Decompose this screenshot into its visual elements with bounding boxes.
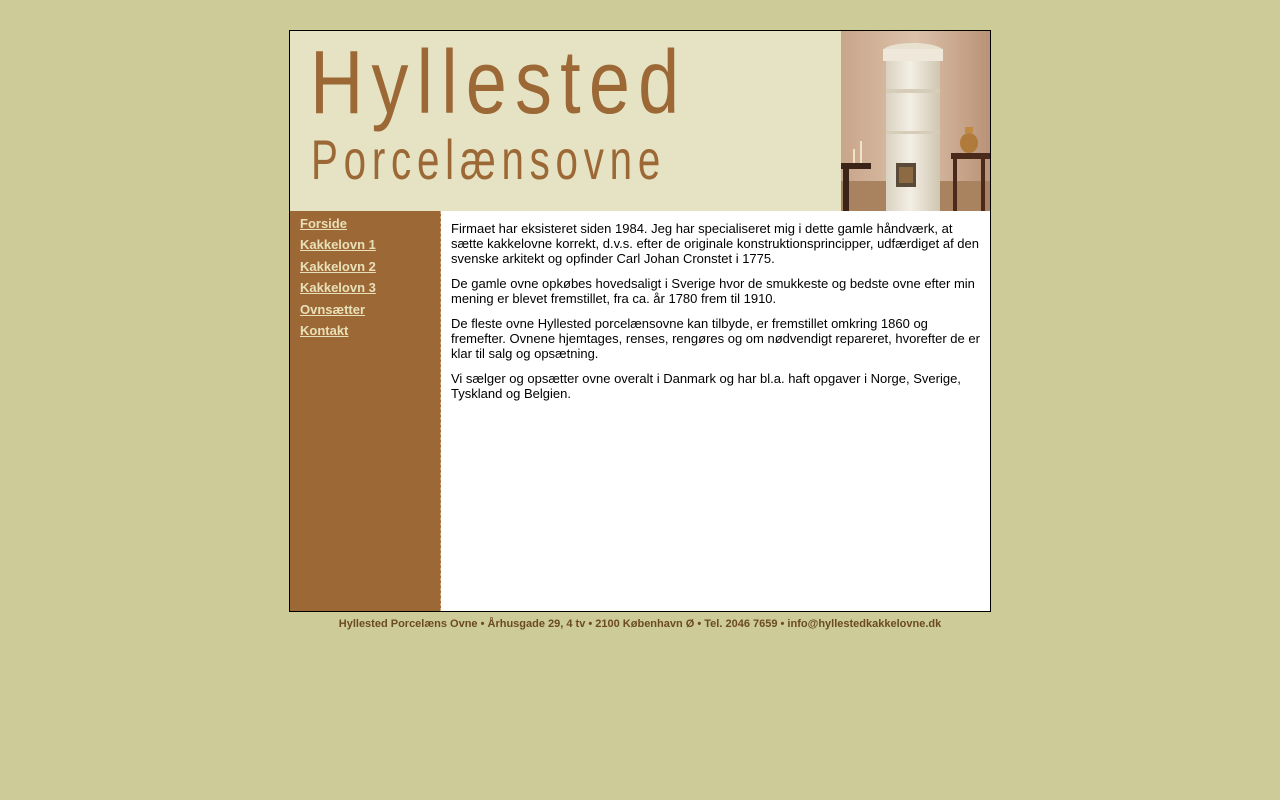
main-content: [441, 211, 990, 611]
content-paragraph: De gamle ovne opkøbes hovedsaligt i Sverige hvor de smukkeste og bedste ovne efter min mening er blevet fremstillet, fra ca. år 1780 frem til 1910.: [451, 276, 975, 306]
header-photo-tile-stove: [841, 31, 990, 211]
logo-subtitle: Porcelænsovne: [311, 128, 667, 191]
sidebar-nav: [290, 211, 441, 611]
content-body: [441, 211, 990, 401]
page-frame: [289, 30, 991, 612]
stove-illustration: [841, 31, 990, 211]
nav-link-forside[interactable]: Forside: [300, 216, 347, 231]
logo-title: Hyllested: [310, 33, 688, 133]
nav-item-kakkelovn-1: [300, 234, 440, 255]
nav-item-kakkelovn-3: [300, 277, 440, 298]
nav-link-kakkelovn-1[interactable]: Kakkelovn 1: [300, 237, 376, 253]
nav-link-kontakt[interactable]: Kontakt: [300, 322, 349, 338]
nav-item-kakkelovn-2: [300, 256, 440, 277]
nav-link-kakkelovn-2[interactable]: Kakkelovn 2: [300, 258, 376, 274]
content-paragraph: De fleste ovne Hyllested porcelænsovne kan tilbyde, er fremstillet omkring 1860 og fremefter. Ovnene hjemtages, renses, rengøres og om nødvendigt repareret, hvorefter de er klar til salg og opsætning.: [451, 316, 980, 361]
content-paragraph: Firmaet har eksisteret siden 1984. Jeg har specialiseret mig i dette gamle håndværk, at sætte kakkelovne korrekt, d.v.s. efter de originale konstruktionsprincipper, udfærdiget af den svenske arkitekt og opfinder Carl Johan Cronstet i 1775.: [451, 221, 979, 266]
nav-list: [290, 211, 440, 341]
nav-link-kakkelovn-3[interactable]: Kakkelovn 3: [300, 280, 376, 296]
nav-link-ovnsaetter[interactable]: Ovnsætter: [300, 301, 366, 317]
nav-item-forside: [300, 213, 440, 234]
content-paragraph: Vi sælger og opsætter ovne overalt i Danmark og har bl.a. haft opgaver i Norge, Sverige, Tyskland og Belgien.: [451, 371, 961, 401]
site-footer: Hyllested Porcelæns Ovne • Århusgade 29, 4 tv • 2100 København Ø • Tel. 2046 7659 • info@hyllestedkakkelovne.dk: [338, 618, 942, 630]
site-header: [290, 31, 990, 211]
nav-item-kontakt: [300, 320, 440, 341]
nav-item-ovnsaetter: [300, 299, 440, 320]
